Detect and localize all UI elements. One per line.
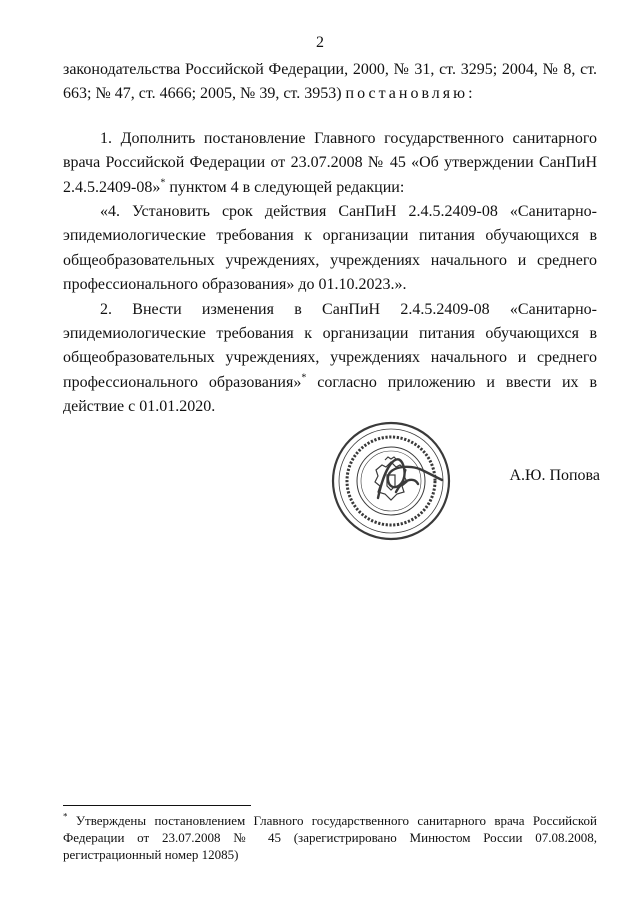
item-2-tail: согласно приложению и ввести их в действие с 01.01.2020. <box>63 373 598 416</box>
paragraph-item-2 <box>63 298 597 420</box>
signature-block <box>330 420 600 540</box>
page-number: 2 <box>316 34 324 51</box>
footnote-ref: * <box>160 177 166 189</box>
footnote-text: Утверждены постановлением Главного государственного санитарного врача Российской Федерации от 23.07.2008 № 45 (зарегистрировано Минюстом России 07.08.2008, регистрационный номер 12085) <box>63 813 597 862</box>
official-seal-icon <box>330 420 452 542</box>
preamble-text: законодательства Российской Федерации, 2000, № 31, ст. 3295; 2004, № 8, ст. 663; № 47, ст. 4666; 2005, № 39, ст. 3953) <box>63 61 597 103</box>
footnote-divider <box>63 805 251 806</box>
item-2-text: 2. Внести изменения в СанПиН 2.4.5.2409-08 «Санитарно-эпидемиологические требования к организации питания обучающихся в общеобразовательных учреждениях, учреждениях начального и среднего профессионального образования» <box>63 300 597 391</box>
footnote <box>63 812 597 863</box>
resolve-word: постановляю: <box>345 85 476 103</box>
paragraph-preamble-end <box>63 58 597 107</box>
document-body <box>63 58 597 420</box>
signer-name: А.Ю. Попова <box>509 467 600 484</box>
paragraph-item-4-quote <box>63 200 597 298</box>
item-1-tail: пунктом 4 в следующей редакции: <box>165 178 405 196</box>
paragraph-item-1 <box>63 127 597 200</box>
footnote-ref: * <box>301 372 307 384</box>
item-1-text: 1. Дополнить постановление Главного государственного санитарного врача Российской Федерации от 23.07.2008 № 45 «Об утверждении СанПиН 2.4.5.2409-08» <box>63 129 597 196</box>
footnote-mark: * <box>63 811 68 822</box>
item-4-text: «4. Установить срок действия СанПиН 2.4.5.2409-08 «Санитарно-эпидемиологические требования к организации питания обучающихся в общеобразовательных учреждениях, учреждениях начального и среднего профессионального образования» до 01.10.2023.». <box>63 203 597 294</box>
